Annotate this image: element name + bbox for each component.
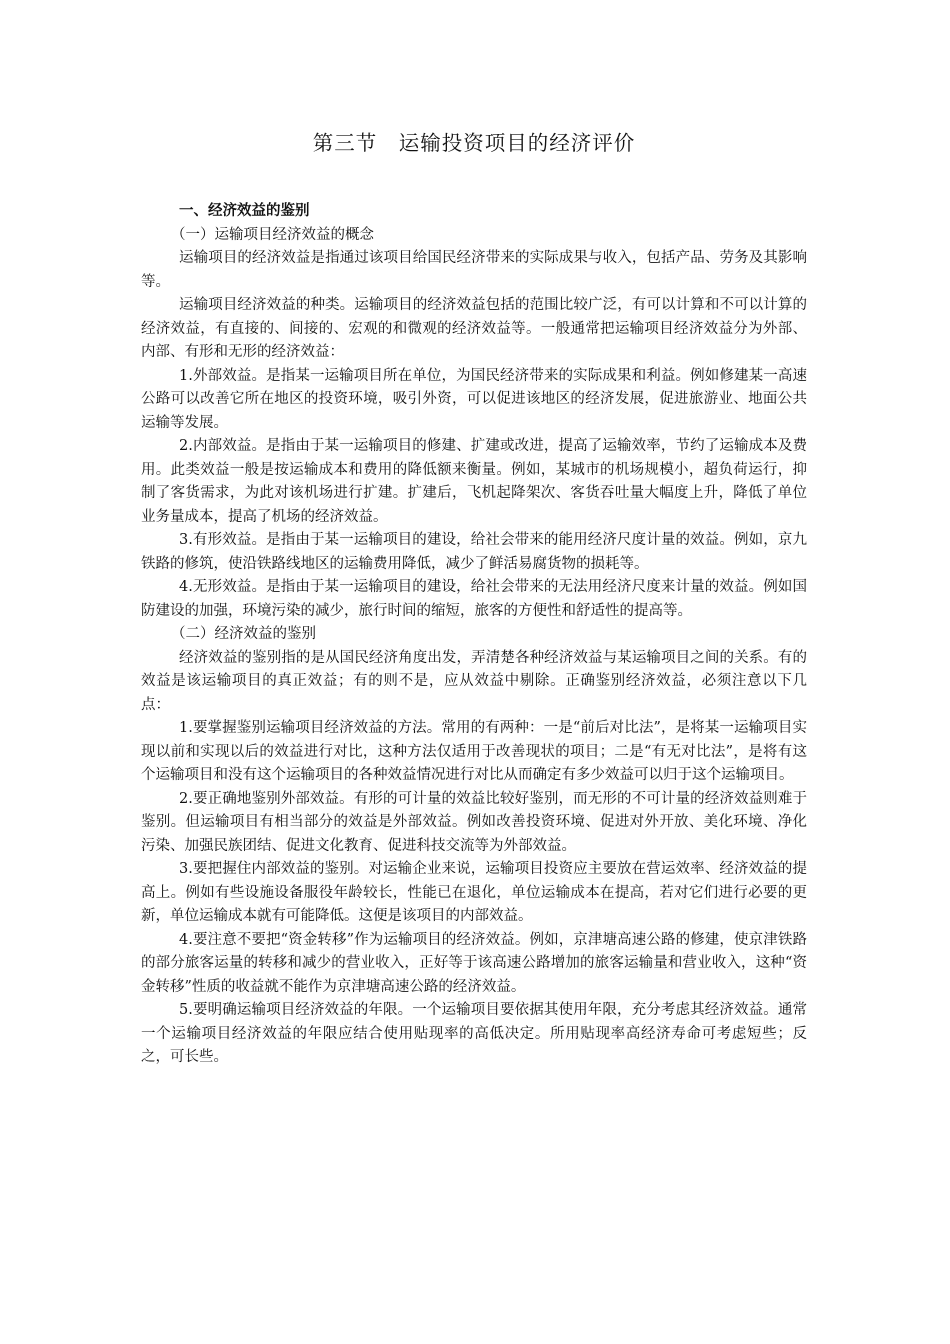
paragraph-intangible-benefit: 4.无形效益。是指由于某一运输项目的建设，给社会带来的无法用经济尺度来计量的效益。例如国防建设的加强，环境污染的减少，旅行时间的缩短，旅客的方便性和舒适性的提高等。 xyxy=(141,579,807,619)
paragraph-benefit-period: 5.要明确运输项目经济效益的年限。一个运输项目要依据其使用年限，充分考虑其经济效益。通常一个运输项目经济效益的年限应结合使用贴现率的高低决定。所用贴现率高经济寿命可考虑短些；反之，可长些。 xyxy=(141,1002,807,1065)
document-page xyxy=(141,128,807,1070)
heading-economic-benefit-identification: 一、经济效益的鉴别 xyxy=(179,203,310,219)
paragraph-tangible-benefit: 3.有形效益。是指由于某一运输项目的建设，给社会带来的能用经济尺度计量的效益。例如，京九铁路的修筑，使沿铁路线地区的运输费用降低，减少了鲜活易腐货物的损耗等。 xyxy=(141,532,807,572)
paragraph-internal-benefit: 2.内部效益。是指由于某一运输项目的修建、扩建或改进，提高了运输效率，节约了运输成本及费用。此类效益一般是按运输成本和费用的降低额来衡量。例如，某城市的机场规模小，超负荷运行，抑制了客货需求，为此对该机场进行扩建。扩建后，飞机起降架次、客货吞吐量大幅度上升，降低了单位业务量成本，提高了机场的经济效益。 xyxy=(141,438,807,525)
section-title: 第三节 运输投资项目的经济评价 xyxy=(312,131,636,155)
paragraph-external-benefit: 1.外部效益。是指某一运输项目所在单位，为国民经济带来的实际成果和利益。例如修建某一高速公路可以改善它所在地区的投资环境，吸引外资，可以促进该地区的经济发展，促进旅游业、地面公共运输等发展。 xyxy=(141,367,807,431)
paragraph-external-identification: 2.要正确地鉴别外部效益。有形的可计量的效益比较好鉴别，而无形的不可计量的经济效益则难于鉴别。但运输项目有相当部分的效益是外部效益。例如改善投资环境、促进对外开放、美化环境、净化污染、加强民族团结、促进文化教育、促进科技交流等为外部效益。 xyxy=(141,790,807,854)
subheading-benefit-identification: （二）经济效益的鉴别 xyxy=(171,626,316,642)
paragraph-internal-identification: 3.要把握住内部效益的鉴别。对运输企业来说，运输项目投资应主要放在营运效率、经济效益的提高上。例如有些设施设备服役年龄较长，性能已在退化，单位运输成本在提高，若对它们进行必要的更新，单位运输成本就有可能降低。这便是该项目的内部效益。 xyxy=(141,861,807,924)
paragraph-fund-transfer: 4.要注意不要把“资金转移”作为运输项目的经济效益。例如，京津塘高速公路的修建，使京津铁路的部分旅客运量的转移和减少的营业收入，正好等于该高速公路增加的旅客运输量和营业收入，这种“资金转移”性质的收益就不能作为京津塘高速公路的经济效益。 xyxy=(141,931,807,995)
paragraph-benefit-types: 运输项目经济效益的种类。运输项目的经济效益包括的范围比较广泛，有可以计算和不可以计算的经济效益，有直接的、间接的、宏观的和微观的经济效益等。一般通常把运输项目经济效益分为外部、内部、有形和无形的经济效益： xyxy=(141,297,807,360)
paragraph-definition: 运输项目的经济效益是指通过该项目给国民经济带来的实际成果与收入，包括产品、劳务及其影响等。 xyxy=(141,250,807,290)
paragraph-identification-intro: 经济效益的鉴别指的是从国民经济角度出发，弄清楚各种经济效益与某运输项目之间的关系。有的效益是该运输项目的真正效益；有的则不是，应从效益中剔除。正确鉴别经济效益，必须注意以下几点： xyxy=(141,649,807,713)
paragraph-identification-methods: 1.要掌握鉴别运输项目经济效益的方法。常用的有两种：一是“前后对比法”，是将某一运输项目实现以前和实现以后的效益进行对比，这种方法仅适用于改善现状的项目；二是“有无对比法”，是将有这个运输项目和没有这个运输项目的各种效益情况进行对比从而确定有多少效益可以归于这个运输项目。 xyxy=(141,720,807,783)
subheading-benefit-concept: （一）运输项目经济效益的概念 xyxy=(171,226,374,243)
